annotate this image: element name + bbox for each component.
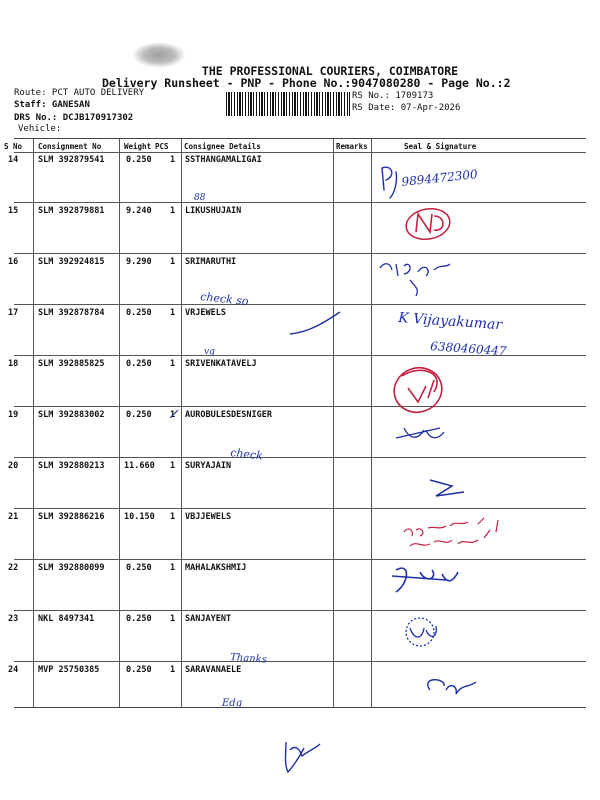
row-consignee: VBJJEWELS (185, 512, 232, 522)
row-sno: 19 (8, 410, 19, 420)
row-consignment: SLM 392878784 (38, 308, 105, 318)
row-consignee: SRIMARUTHI (185, 257, 237, 267)
row-weight: 0.250 (126, 614, 152, 624)
row-weight: 0.250 (126, 359, 152, 369)
row-consignment: SLM 392885825 (38, 359, 105, 369)
row-consignment: SLM 392880099 (38, 563, 105, 573)
row-weight: 9.240 (126, 206, 152, 216)
row-consignee: VRJEWELS (185, 308, 226, 318)
handwritten-vg: vg (204, 347, 215, 357)
handwritten-check-so: check so (199, 290, 250, 309)
handwritten-edg: Edg (222, 698, 243, 709)
row-weight: 0.250 (126, 410, 152, 420)
row-weight: 11.660 (124, 461, 155, 471)
handwritten-check: check (229, 446, 264, 463)
row-weight: 0.250 (126, 665, 152, 675)
row-consignee: SSTHANGAMALIGAI (185, 155, 262, 165)
row-sno: 15 (8, 206, 19, 216)
handwritten-name: K Vijayakumar (397, 310, 503, 334)
barcode (226, 92, 350, 116)
runsheet-table (4, 138, 586, 708)
staff-label: Staff: GANESAN (14, 100, 90, 110)
handwritten-thanks: Thanks (229, 652, 268, 666)
row-sno: 23 (8, 614, 19, 624)
row-consignee: SARAVANAELE (185, 665, 242, 675)
row-consignment: SLM 392880213 (38, 461, 105, 471)
col-consignment: Consignment No (38, 142, 102, 151)
row-sno: 14 (8, 155, 19, 165)
row-consignment: NKL 8497341 (38, 614, 95, 624)
vehicle-label: Vehicle: (18, 124, 62, 134)
row-sno: 24 (8, 665, 19, 675)
row-consignment: MVP 25750385 (38, 665, 100, 675)
runsheet-subtitle: Delivery Runsheet - PNP - Phone No.:9047080280 - Page No.:2 (102, 76, 511, 90)
row-consignment: SLM 392879541 (38, 155, 105, 165)
row-pcs: 1 (170, 461, 176, 471)
row-pcs: 1 (170, 206, 176, 216)
col-pcs: PCS (155, 142, 169, 151)
row-pcs: 1 (170, 155, 176, 165)
col-sno: S No (4, 142, 23, 151)
col-seal: Seal & Signature (404, 142, 477, 151)
col-weight: Weight (124, 142, 152, 151)
row-consignee: SURYAJAIN (185, 461, 232, 471)
handwritten-88: 88 (194, 193, 206, 203)
row-pcs: 1 (170, 410, 176, 420)
rs-number: RS No.: 1709173 (352, 91, 434, 101)
route-label: Route: PCT AUTO DELIVERY (14, 88, 145, 98)
col-remarks: Remarks (336, 142, 368, 151)
company-title: THE PROFESSIONAL COURIERS, COIMBATORE (201, 64, 459, 78)
row-sno: 18 (8, 359, 19, 369)
row-pcs: 1 (170, 308, 176, 318)
drs-number: DRS No.: DCJB170917302 (14, 113, 134, 123)
row-weight: 9.290 (126, 257, 152, 267)
row-consignee: LIKUSHUJAIN (185, 206, 242, 216)
driver-signature (286, 742, 321, 772)
row-consignee: MAHALAKSHMIJ (185, 563, 247, 573)
row-pcs: 1 (170, 257, 176, 267)
row-sno: 20 (8, 461, 19, 471)
row-sno: 16 (8, 257, 19, 267)
row-weight: 0.250 (126, 155, 152, 165)
row-weight: 0.250 (126, 308, 152, 318)
row-consignee: SRIVENKATAVELJ (185, 359, 257, 369)
row-pcs: 1 (170, 614, 176, 624)
row-consignee: SANJAYENT (185, 614, 232, 624)
row-consignee: AUROBULESDESNIGER (185, 410, 272, 420)
row-pcs: 1 (170, 563, 176, 573)
row-consignment: SLM 392879881 (38, 206, 105, 216)
row-consignment: SLM 392883002 (38, 410, 105, 420)
row-pcs: 1 (170, 359, 176, 369)
row-sno: 17 (8, 308, 19, 318)
row-weight: 10.150 (124, 512, 155, 522)
rs-date: RS Date: 07-Apr-2026 (352, 103, 461, 113)
row-sno: 21 (8, 512, 19, 522)
row-consignment: SLM 392924815 (38, 257, 105, 267)
row-sno: 22 (8, 563, 19, 573)
col-consignee: Consignee Details (184, 142, 261, 151)
handwritten-phone: 9894472300 (400, 167, 479, 189)
row-weight: 0.250 (126, 563, 152, 573)
row-consignment: SLM 392886216 (38, 512, 105, 522)
row-pcs: 1 (170, 512, 176, 522)
handwritten-phone-2: 6380460447 (429, 339, 507, 359)
row-pcs: 1 (170, 665, 176, 675)
